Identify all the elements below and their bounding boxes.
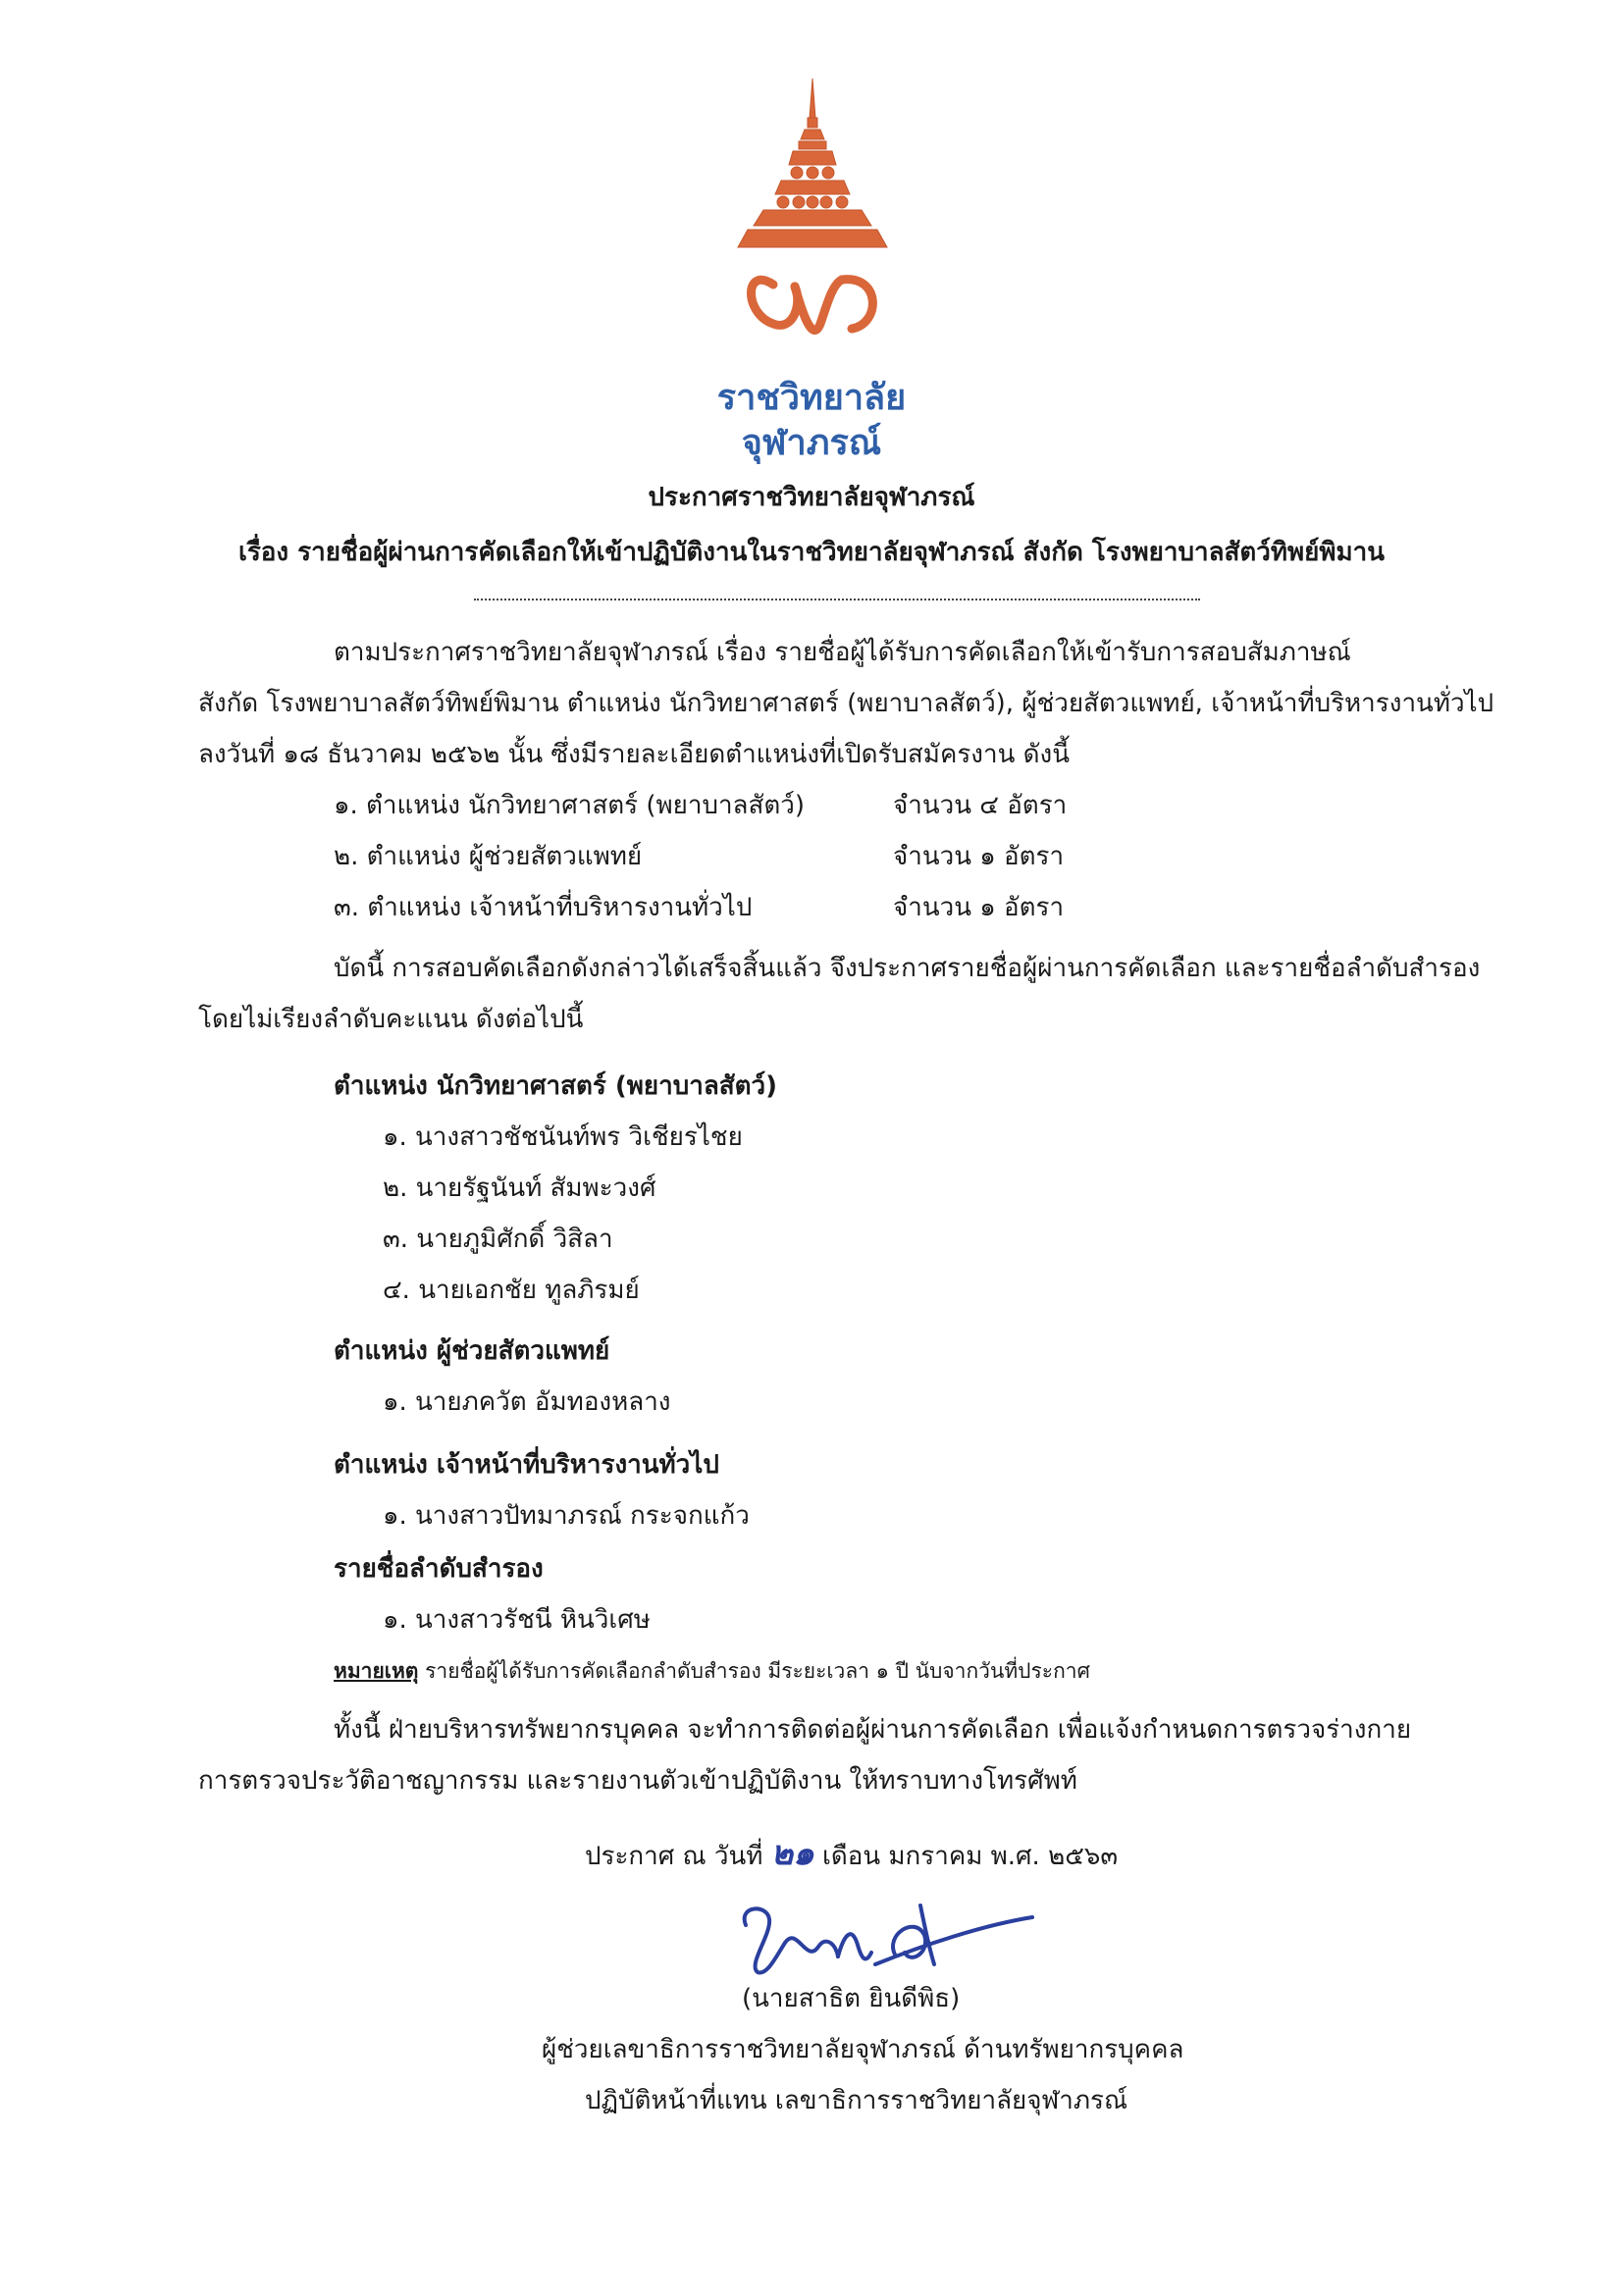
note-label: หมายเหตุ: [334, 1659, 419, 1683]
position-label: ๓. ตำแหน่ง เจ้าหน้าที่บริหารงานทั่วไป: [334, 893, 753, 922]
document-title: ประกาศราชวิทยาลัยจุฬาภรณ์: [648, 483, 975, 512]
date-prefix: ประกาศ ณ วันที่: [585, 1842, 763, 1871]
name-list-item: ๓. นายภูมิศักดิ์ วิสิลา: [383, 1225, 613, 1254]
name-list-item: ๑. นางสาวรัชนี หินวิเศษ: [383, 1605, 651, 1635]
group-heading: ตำแหน่ง เจ้าหน้าที่บริหารงานทั่วไป: [334, 1450, 719, 1480]
handwritten-signature: [728, 1896, 1042, 1984]
position-label: ๒. ตำแหน่ง ผู้ช่วยสัตวแพทย์: [334, 842, 643, 871]
signatory-title-1: ผู้ช่วยเลขาธิการราชวิทยาลัยจุฬาภรณ์ ด้านทรัพยากรบุคคล: [542, 2035, 1184, 2064]
logo-text-line2: จุฬาภรณ์: [741, 423, 882, 463]
closing-line-1: ทั้งนี้ ฝ่ายบริหารทรัพยากรบุคคล จะทำการติดต่อผู้ผ่านการคัดเลือก เพื่อแจ้งกำหนดการตรวจร่างกาย: [334, 1715, 1412, 1745]
note-text: รายชื่อผู้ได้รับการคัดเลือกลำดับสำรอง มีระยะเวลา ๑ ปี นับจากวันที่ประกาศ: [418, 1659, 1090, 1683]
name-list-item: ๑. นางสาวปัทมาภรณ์ กระจกแก้ว: [383, 1501, 750, 1531]
divider: [474, 599, 1200, 600]
announce-line-1: บัดนี้ การสอบคัดเลือกดังกล่าวได้เสร็จสิ้นแล้ว จึงประกาศรายชื่อผู้ผ่านการคัดเลือก และรายชื่อลำดับสำรอง: [334, 954, 1481, 983]
name-list-item: ๒. นายรัฐนันท์ สัมพะวงศ์: [383, 1174, 656, 1203]
name-list-item: ๔. นายเอกชัย ทูลภิรมย์: [383, 1276, 640, 1305]
signatory-name: (นายสาธิต ยินดีพิธ): [742, 1984, 961, 2013]
logo-text-line1: ราชวิทยาลัย: [716, 378, 907, 418]
note: [334, 1656, 1090, 1686]
position-count: จำนวน ๑ อัตรา: [893, 893, 1065, 922]
group-heading: รายชื่อลำดับสำรอง: [334, 1554, 544, 1584]
date-suffix: เดือน มกราคม พ.ศ. ๒๕๖๓: [821, 1842, 1119, 1871]
position-label: ๑. ตำแหน่ง นักวิทยาศาสตร์ (พยาบาลสัตว์): [334, 791, 805, 820]
signatory-title-2: ปฏิบัติหน้าที่แทน เลขาธิการราชวิทยาลัยจุฬาภรณ์: [585, 2086, 1128, 2115]
intro-line-1: ตามประกาศราชวิทยาลัยจุฬาภรณ์ เรื่อง รายชื่อผู้ได้รับการคัดเลือกให้เข้ารับการสอบสัมภาษณ์: [334, 638, 1351, 667]
closing-line-2: การตรวจประวัติอาชญากรรม และรายงานตัวเข้าปฏิบัติงาน ให้ทราบทางโทรศัพท์: [198, 1766, 1077, 1796]
announce-date: [585, 1834, 1119, 1873]
group-heading: ตำแหน่ง นักวิทยาศาสตร์ (พยาบาลสัตว์): [334, 1071, 777, 1101]
group-heading: ตำแหน่ง ผู้ช่วยสัตวแพทย์: [334, 1336, 610, 1366]
position-count: จำนวน ๔ อัตรา: [893, 791, 1068, 820]
chulabhorn-crown-logo: [734, 78, 891, 363]
name-list-item: ๑. นางสาวชัชนันท์พร วิเชียรไชย: [383, 1122, 743, 1152]
document-subject: เรื่อง รายชื่อผู้ผ่านการคัดเลือกให้เข้าปฏิบัติงานในราชวิทยาลัยจุฬาภรณ์ สังกัด โรงพยาบาลสัตว์ทิพย์พิมาน: [237, 538, 1386, 567]
announce-line-2: โดยไม่เรียงลำดับคะแนน ดังต่อไปนี้: [198, 1005, 584, 1034]
intro-line-2: สังกัด โรงพยาบาลสัตว์ทิพย์พิมาน ตำแหน่ง นักวิทยาศาสตร์ (พยาบาลสัตว์), ผู้ช่วยสัตวแพทย์, เจ้าหน้าที่บริหารงานทั่วไป: [198, 689, 1494, 718]
intro-line-3: ลงวันที่ ๑๘ ธันวาคม ๒๕๖๒ นั้น ซึ่งมีรายละเอียดตำแหน่งที่เปิดรับสมัครงาน ดังนี้: [198, 740, 1070, 769]
date-day-handwritten: ๒๑: [770, 1834, 814, 1873]
name-list-item: ๑. นายภควัต อัมทองหลาง: [383, 1387, 671, 1417]
position-count: จำนวน ๑ อัตรา: [893, 842, 1065, 871]
